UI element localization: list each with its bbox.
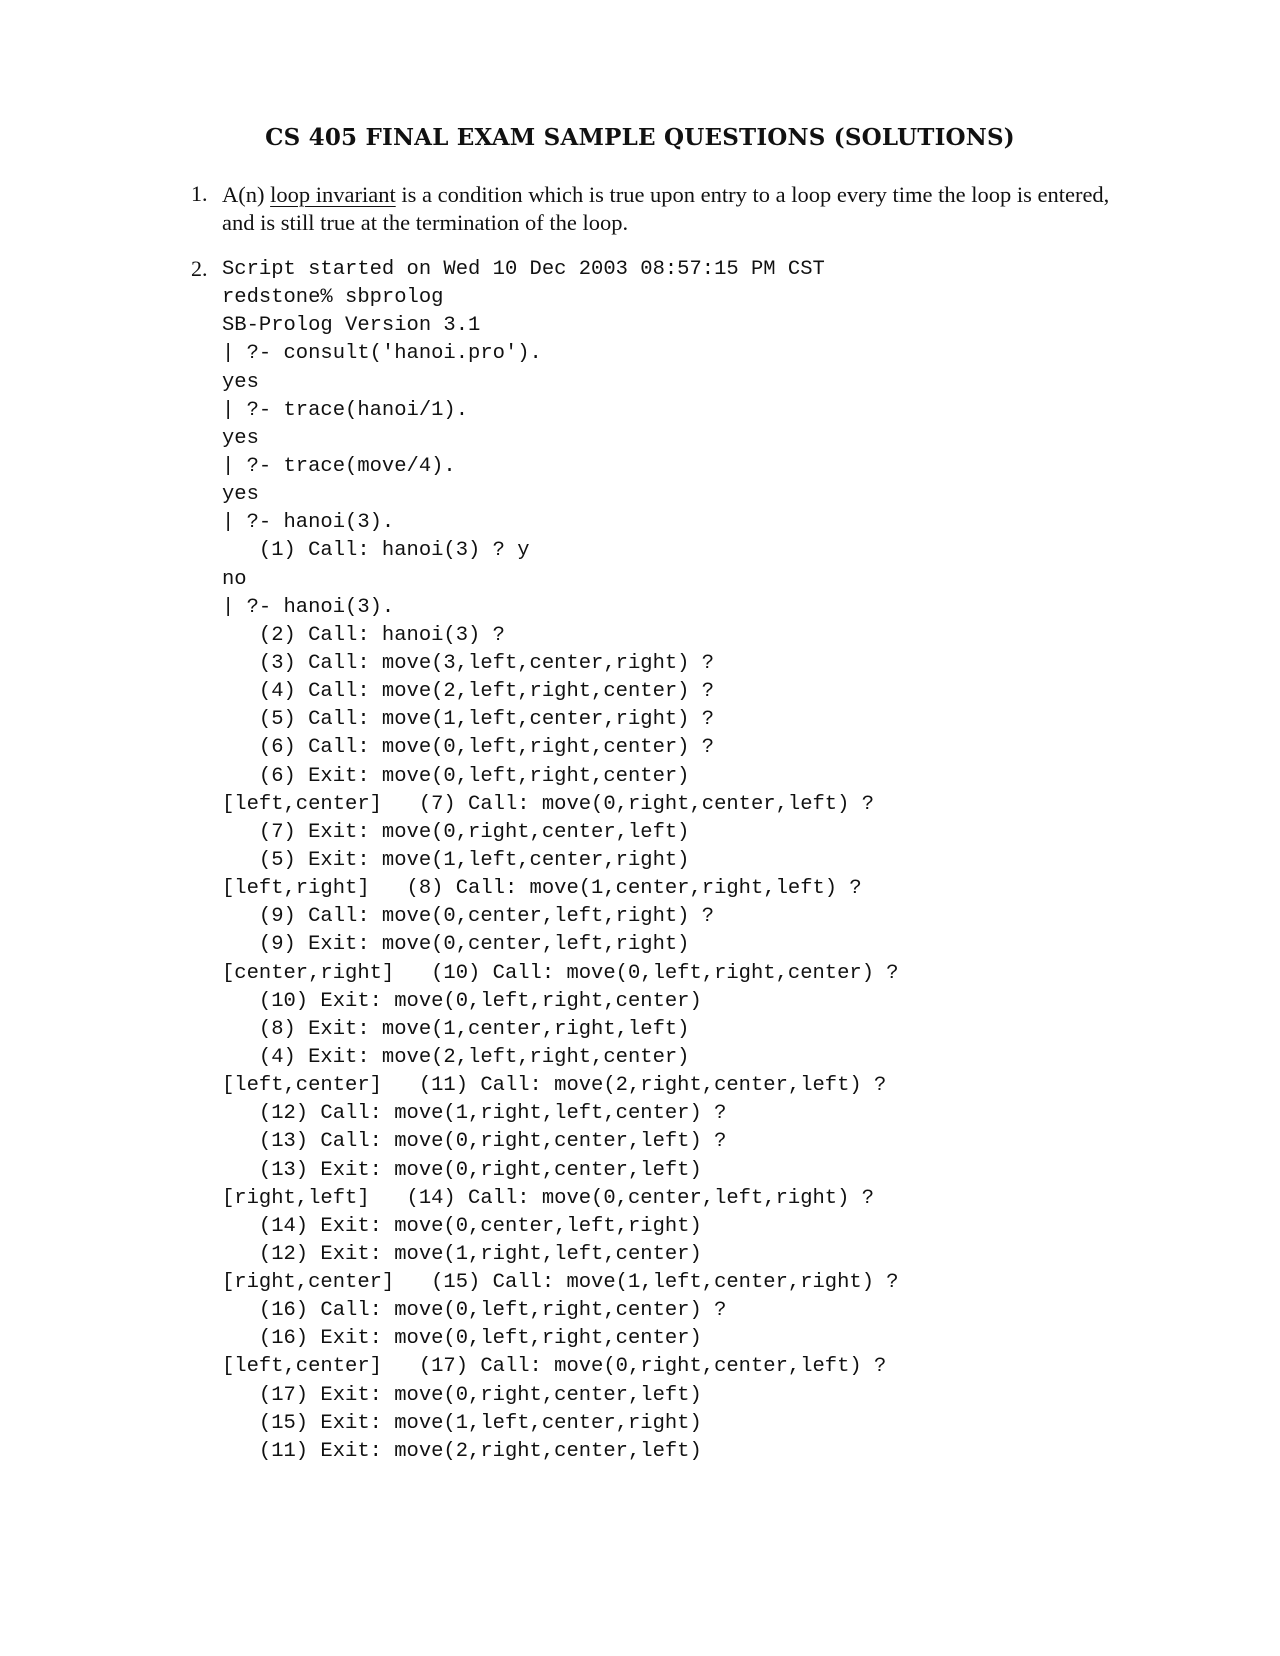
transcript-line: | ?- hanoi(3). [222,511,395,535]
transcript-line: (7) Exit: move(0,right,center,left) [222,820,690,844]
transcript-line: (12) Exit: move(1,right,left,center) [222,1242,702,1266]
question-1-prefix: A(n) [222,182,271,207]
transcript-line: redstone% sbprolog [222,286,444,310]
transcript-line: [left,right] (8) Call: move(1,center,right,left) ? [222,877,862,901]
transcript-line: | ?- trace(hanoi/1). [222,398,469,422]
transcript-line: [right,center] (15) Call: move(1,left,center,right) ? [222,1271,899,1295]
transcript-line: (12) Call: move(1,right,left,center) ? [222,1102,727,1126]
transcript-line: (13) Exit: move(0,right,center,left) [222,1158,702,1182]
transcript-line: (6) Exit: move(0,left,right,center) [222,764,690,788]
transcript-line: (14) Exit: move(0,center,left,right) [222,1214,702,1238]
prolog-trace-transcript [222,256,899,1466]
transcript-line: (6) Call: move(0,left,right,center) ? [222,736,715,760]
transcript-line: [left,center] (17) Call: move(0,right,center,left) ? [222,1355,887,1379]
transcript-line: [center,right] (10) Call: move(0,left,right,center) ? [222,961,899,985]
transcript-line: SB-Prolog Version 3.1 [222,314,481,338]
transcript-line: yes [222,426,259,450]
transcript-line: (3) Call: move(3,left,center,right) ? [222,651,715,675]
transcript-line: (5) Call: move(1,left,center,right) ? [222,708,715,732]
transcript-line: (2) Call: hanoi(3) ? [222,623,505,647]
transcript-line: yes [222,370,259,394]
question-1-suffix: is a condition which is true upon entry to a loop every time the loop is entered, and is still true at the termination of the loop. [222,182,1110,235]
transcript-line: (5) Exit: move(1,left,center,right) [222,848,690,872]
transcript-line: (4) Call: move(2,left,right,center) ? [222,680,715,704]
question-1-answer-term: loop invariant [270,182,396,207]
transcript-line: | ?- hanoi(3). [222,595,395,619]
transcript-line: [left,center] (11) Call: move(2,right,center,left) ? [222,1074,887,1098]
question-2-number: 2. [191,256,208,281]
transcript-line: (4) Exit: move(2,left,right,center) [222,1045,690,1069]
transcript-line: (13) Call: move(0,right,center,left) ? [222,1130,727,1154]
question-1-text [222,181,1142,237]
transcript-line: (16) Call: move(0,left,right,center) ? [222,1299,727,1323]
transcript-line: yes [222,483,259,507]
transcript-line: no [222,567,247,591]
transcript-line: | ?- consult('hanoi.pro'). [222,342,542,366]
transcript-line: | ?- trace(move/4). [222,454,456,478]
transcript-line: (8) Exit: move(1,center,right,left) [222,1017,690,1041]
transcript-line: [right,left] (14) Call: move(0,center,left,right) ? [222,1186,875,1210]
transcript-line: [left,center] (7) Call: move(0,right,center,left) ? [222,792,875,816]
transcript-line: (11) Exit: move(2,right,center,left) [222,1439,702,1463]
transcript-line: (10) Exit: move(0,left,right,center) [222,989,702,1013]
transcript-line: (15) Exit: move(1,left,center,right) [222,1411,702,1435]
page-title: CS 405 FINAL EXAM SAMPLE QUESTIONS (SOLUTIONS) [265,124,1015,151]
transcript-line: (1) Call: hanoi(3) ? y [222,539,530,563]
transcript-line: (17) Exit: move(0,right,center,left) [222,1383,702,1407]
question-1-number: 1. [191,181,208,206]
transcript-line: (9) Call: move(0,center,left,right) ? [222,905,715,929]
transcript-line: (16) Exit: move(0,left,right,center) [222,1327,702,1351]
transcript-line: (9) Exit: move(0,center,left,right) [222,933,690,957]
transcript-line: Script started on Wed 10 Dec 2003 08:57:15 PM CST [222,258,825,281]
